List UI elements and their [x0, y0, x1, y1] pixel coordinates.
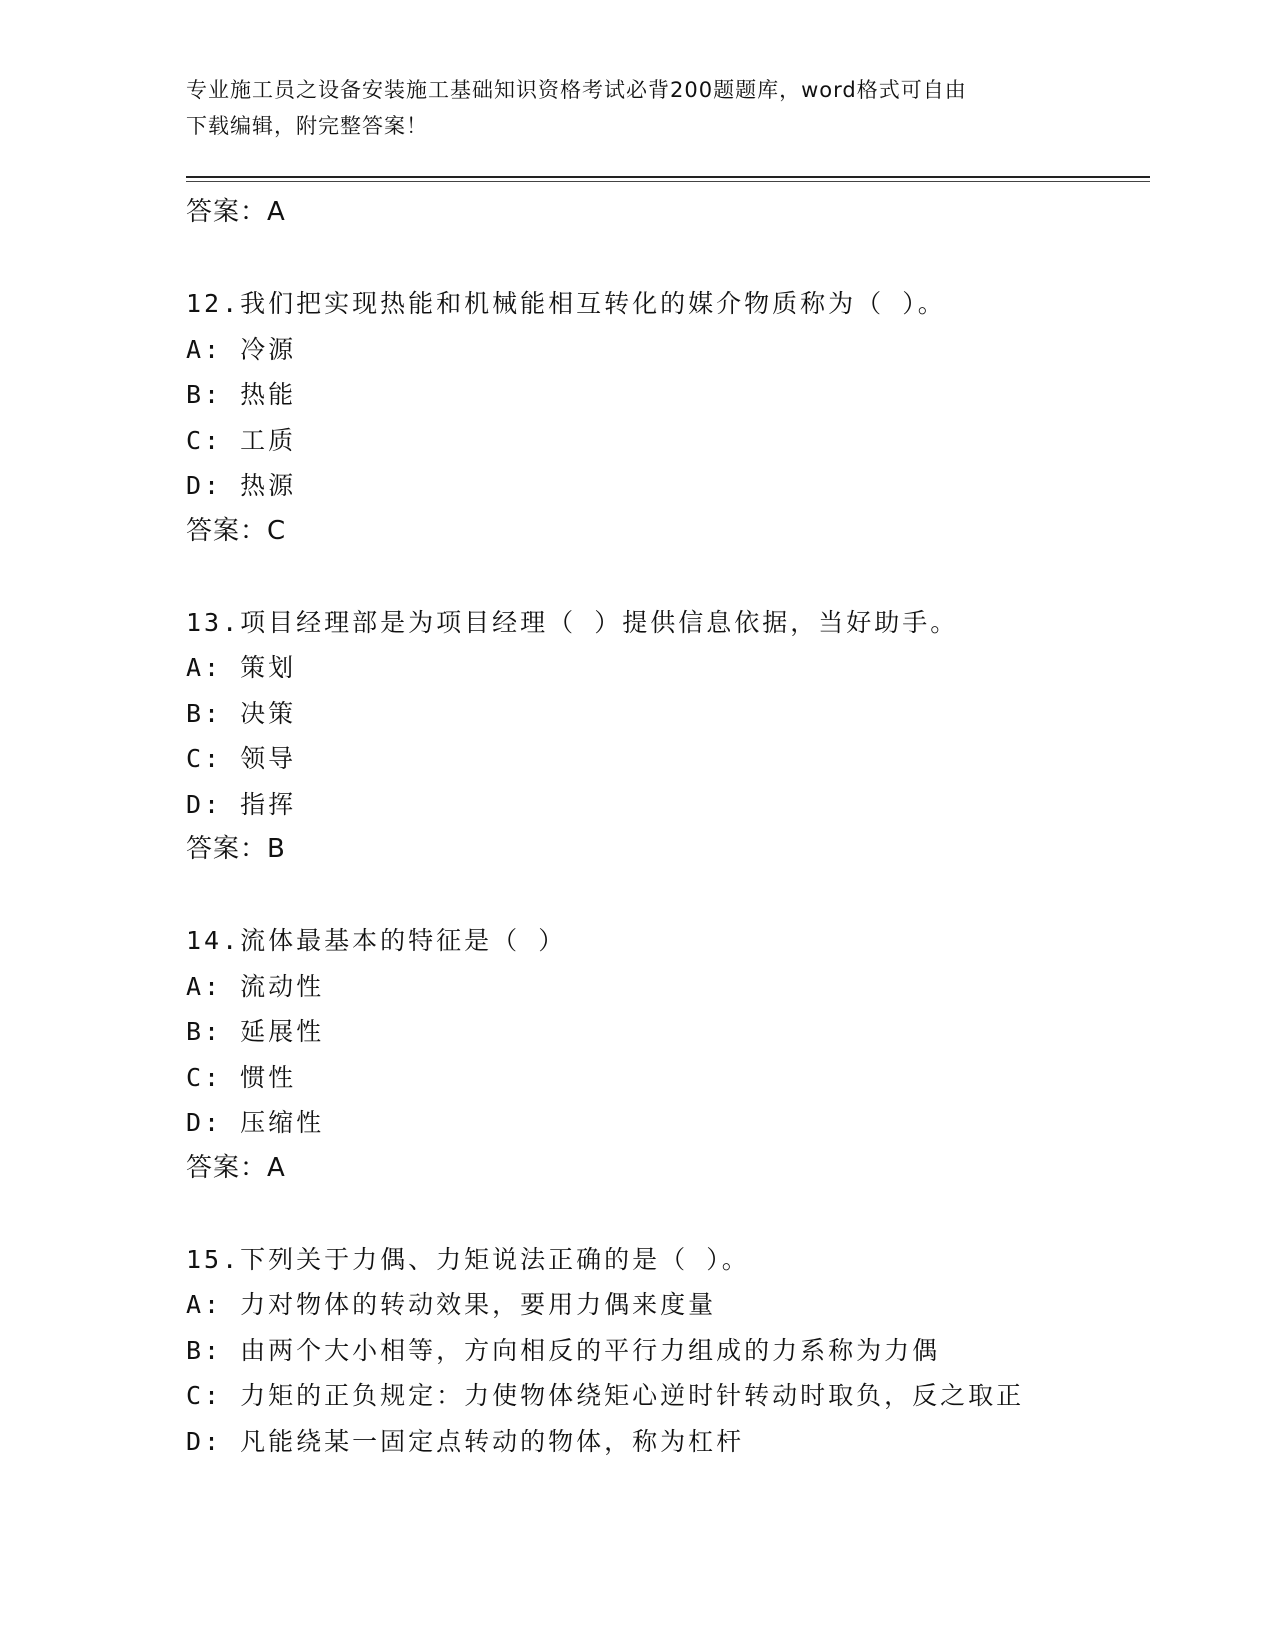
option-c: C: 力矩的正负规定：力使物体绕矩心逆时针转动时取负，反之取正	[186, 1381, 1025, 1410]
answer-line: 答案：A	[186, 1152, 286, 1183]
question-block	[186, 600, 1146, 873]
option-c: C: 惯性	[186, 1062, 297, 1092]
question-stem: 12.我们把实现热能和机械能相互转化的媒介物质称为（ ）。	[186, 289, 946, 318]
option-a: A: 冷源	[186, 334, 297, 364]
answer-line: 答案：B	[186, 834, 286, 864]
option-a: A: 策划	[186, 653, 297, 682]
option-d: D: 热源	[186, 471, 297, 500]
header-line-1: 专业施工员之设备安装施工基础知识资格考试必背200题题库，word格式可自由	[186, 78, 967, 102]
question-stem: 15.下列关于力偶、力矩说法正确的是（ ）。	[186, 1244, 750, 1274]
header-line-2: 下载编辑，附完整答案！	[186, 114, 428, 138]
option-a: A: 力对物体的转动效果，要用力偶来度量	[186, 1290, 717, 1319]
blank-line	[186, 1191, 1146, 1237]
blank-line	[186, 236, 1146, 282]
option-c: C: 领导	[186, 744, 297, 773]
question-block	[186, 918, 1146, 1191]
question-stem: 13.项目经理部是为项目经理（ ）提供信息依据，当好助手。	[186, 607, 959, 637]
question-list	[186, 190, 1146, 1464]
option-d: D: 指挥	[186, 789, 297, 819]
answer-line: 答案：C	[186, 515, 287, 546]
question-block	[186, 281, 1146, 554]
option-b: B: 决策	[186, 698, 297, 728]
document-header	[186, 72, 1066, 144]
header-divider-thin	[186, 181, 1150, 182]
question-block	[186, 1237, 1146, 1465]
option-b: B: 由两个大小相等，方向相反的平行力组成的力系称为力偶	[186, 1335, 941, 1365]
answer-line: 答案：A	[186, 197, 286, 227]
option-b: B: 热能	[186, 380, 297, 409]
option-d: D: 压缩性	[186, 1108, 325, 1137]
blank-line	[186, 873, 1146, 919]
option-a: A: 流动性	[186, 971, 325, 1001]
option-c: C: 工质	[186, 425, 297, 455]
header-divider-thick	[186, 176, 1150, 178]
blank-line	[186, 554, 1146, 600]
option-d: D: 凡能绕某一固定点转动的物体，称为杠杆	[186, 1426, 745, 1456]
question-stem: 14.流体最基本的特征是（ ）	[186, 926, 567, 955]
option-b: B: 延展性	[186, 1017, 325, 1046]
